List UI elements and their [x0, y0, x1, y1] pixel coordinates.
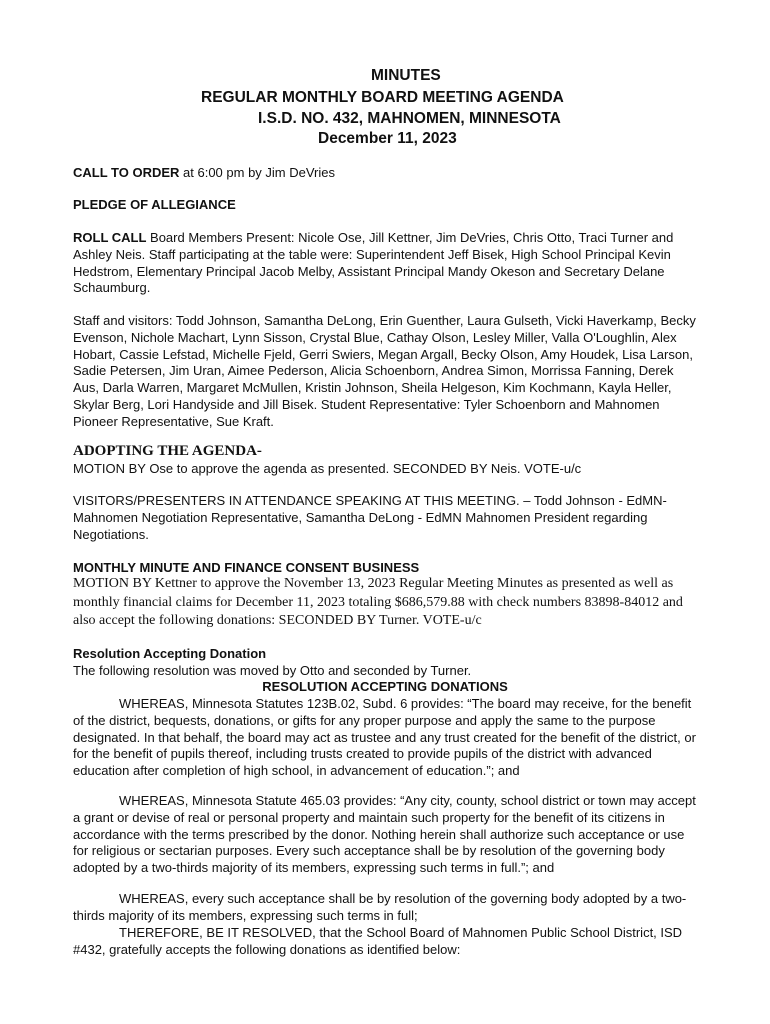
adopting-agenda-heading: ADOPTING THE AGENDA- — [73, 443, 262, 459]
therefore-text: THEREFORE, BE IT RESOLVED, that the School Board of Mahnomen Public School District, ISD #432, gratefully accepts the following donations as identified below: — [73, 925, 683, 957]
resolution-title: RESOLUTION ACCEPTING DONATIONS — [262, 679, 508, 694]
consent-heading: MONTHLY MINUTE AND FINANCE CONSENT BUSINESS — [73, 560, 420, 575]
resolution-moved: The following resolution was moved by Otto and seconded by Turner. — [73, 663, 472, 678]
roll-call-text: Board Members Present: Nicole Ose, Jill Kettner, Jim DeVries, Chris Otto, Traci Turner and Ashley Neis. Staff participating at the table were: Superintendent Jeff Bisek, High School Principal Kevin Hedstrom, Elementary Principal Jacob Melby, Assistant Principal Mandy Okeson and Secretary Delane Schaumburg. — [73, 230, 674, 296]
doc-title-meeting: REGULAR MONTHLY BOARD MEETING AGENDA — [201, 89, 564, 106]
whereas-paragraph-3 — [73, 891, 698, 925]
call-to-order-text: at 6:00 pm by Jim DeVries — [179, 165, 335, 180]
consent-motion: MOTION BY Kettner to approve the November 13, 2023 Regular Meeting Minutes as presented as well as monthly financial claims for December 11, 2023 totaling $686,579.88 with check numbers 83898-84012 and also accept the following donations: SECONDED BY Turner. VOTE-u/c — [73, 576, 683, 628]
doc-title-minutes: MINUTES — [371, 67, 441, 84]
whereas-1-text: WHEREAS, Minnesota Statutes 123B.02, Subd. 6 provides: “The board may receive, for the benefit of the district, bequests, donations, or gifts for any proper purpose and apply the same to the purpose designated. In that behalf, the board may act as trustee and any trust created for the benefit of the district, or for the benefit of pupils thereof, including trusts created to provide pupils of the district with advanced education after completion of high school, in advancement of education.”; and — [73, 696, 696, 779]
adopting-agenda-motion: MOTION BY Ose to approve the agenda as presented. SECONDED BY Neis. VOTE-u/c — [73, 461, 582, 476]
whereas-paragraph-2 — [73, 793, 698, 877]
whereas-3-text: WHEREAS, every such acceptance shall be by resolution of the governing body adopted by a two-thirds majority of its members, expressing such terms in full; — [73, 891, 687, 923]
visitors-presenters-paragraph: VISITORS/PRESENTERS IN ATTENDANCE SPEAKING AT THIS MEETING. – Todd Johnson - EdMN-Mahnomen Negotiation Representative, Samantha DeLong - EdMN Mahnomen President regarding Negotiations. — [73, 493, 667, 542]
whereas-paragraph-1 — [73, 696, 698, 780]
call-to-order — [73, 165, 335, 182]
roll-call-label: ROLL CALL — [73, 230, 147, 245]
whereas-2-text: WHEREAS, Minnesota Statute 465.03 provides: “Any city, county, school district or town may accept a grant or devise of real or personal property and maintain such property for the benefit of its citizens in accordance with the terms prescribed by the donor. Nothing herein shall authorize such acceptance or use for religious or sectarian purposes. Every such acceptance shall be by resolution of the governing body adopted by a two-thirds majority of its members, expressing such terms in full.”; and — [73, 793, 696, 876]
doc-title-district: I.S.D. NO. 432, MAHNOMEN, MINNESOTA — [258, 110, 561, 127]
therefore-paragraph — [73, 925, 698, 959]
resolution-heading: Resolution Accepting Donation — [73, 646, 267, 661]
roll-call-paragraph — [73, 230, 698, 297]
call-to-order-label: CALL TO ORDER — [73, 165, 180, 180]
staff-visitors-paragraph: Staff and visitors: Todd Johnson, Samantha DeLong, Erin Guenther, Laura Gulseth, Vicki Haverkamp, Becky Evenson, Nichole Machart, Lynn Sisson, Crystal Blue, Cathay Olson, Lesley Miller, Valla O'Loughlin, Alex Hobart, Cassie Lefstad, Michelle Fjeld, Gerri Swiers, Megan Argall, Becky Olson, Amy Houdek, Lisa Larson, Sadie Petersen, Jim Uran, Aimee Pederson, Alicia Schoenborn, Andrea Simon, Morrissa Fanning, Derek Aus, Darla Warren, Margaret McMullen, Kristin Johnson, Sheila Helgeson, Kim Kochmann, Kayla Heller, Skylar Berg, Lori Handyside and Jill Bisek. Student Representative: Tyler Schoenborn and Mahnomen Pioneer Representative, Sue Kraft. — [73, 313, 696, 429]
doc-title-date: December 11, 2023 — [318, 130, 457, 147]
pledge-heading: PLEDGE OF ALLEGIANCE — [73, 197, 236, 212]
